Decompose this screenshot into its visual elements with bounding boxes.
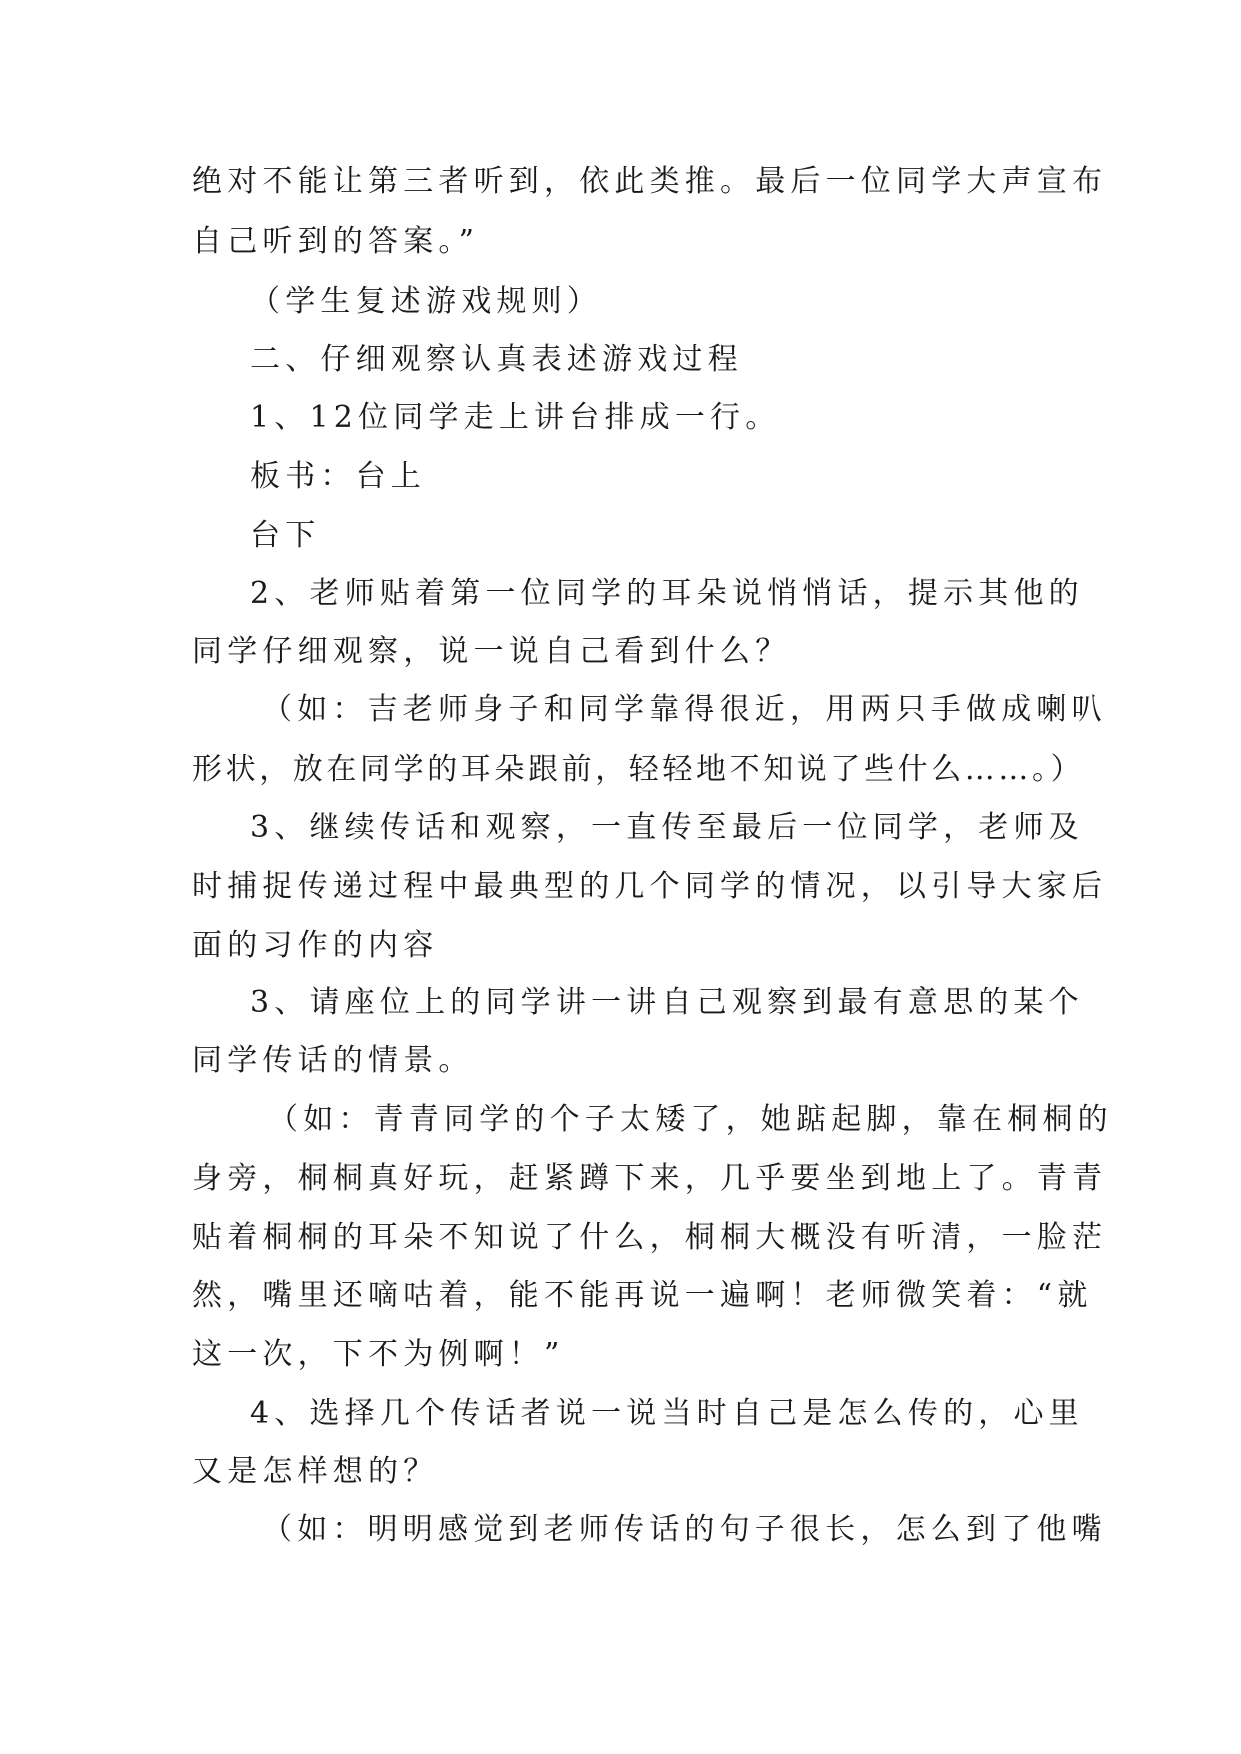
text-line: （如：吉老师身子和同学靠得很近，用两只手做成喇叭 xyxy=(262,692,1107,727)
text-line: 然，嘴里还嘀咕着，能不能再说一遍啊！老师微笑着：“就 xyxy=(192,1278,1093,1313)
text-line: 形状，放在同学的耳朵跟前，轻轻地不知说了些什么……。） xyxy=(192,752,1085,787)
text-line: （学生复述游戏规则） xyxy=(250,284,602,319)
text-line: 板书：台上 xyxy=(250,459,426,494)
text-line: 3、继续传话和观察，一直传至最后一位同学，老师及 xyxy=(250,810,1084,845)
text-line: 身旁，桐桐真好玩，赶紧蹲下来，几乎要坐到地上了。青青 xyxy=(192,1161,1108,1196)
text-line: 自己听到的答案。” xyxy=(192,224,480,259)
text-line: 2、老师贴着第一位同学的耳朵说悄悄话，提示其他的 xyxy=(250,576,1084,611)
text-line: 时捕捉传递过程中最典型的几个同学的情况，以引导大家后 xyxy=(192,869,1108,904)
text-line: 面的习作的内容 xyxy=(192,928,439,963)
text-line: （如：明明感觉到老师传话的句子很长，怎么到了他嘴 xyxy=(262,1512,1107,1547)
text-line: 这一次，下不为例啊！” xyxy=(192,1337,565,1372)
text-line: （如：青青同学的个子太矮了，她踮起脚，靠在桐桐的 xyxy=(268,1102,1113,1137)
text-line: 3、请座位上的同学讲一讲自己观察到最有意思的某个 xyxy=(250,985,1084,1020)
section-heading: 二、仔细观察认真表述游戏过程 xyxy=(250,342,743,377)
text-line: 1、12位同学走上讲台排成一行。 xyxy=(250,400,781,435)
text-line: 贴着桐桐的耳朵不知说了什么，桐桐大概没有听清，一脸茫 xyxy=(192,1220,1108,1255)
text-line: 绝对不能让第三者听到，依此类推。最后一位同学大声宣布 xyxy=(192,164,1108,199)
text-line: 同学传话的情景。 xyxy=(192,1043,474,1078)
text-line: 4、选择几个传话者说一说当时自己是怎么传的，心里 xyxy=(250,1396,1084,1431)
text-line: 同学仔细观察，说一说自己看到什么？ xyxy=(192,634,791,669)
text-line: 又是怎样想的？ xyxy=(192,1454,439,1489)
text-line: 台下 xyxy=(250,518,321,553)
